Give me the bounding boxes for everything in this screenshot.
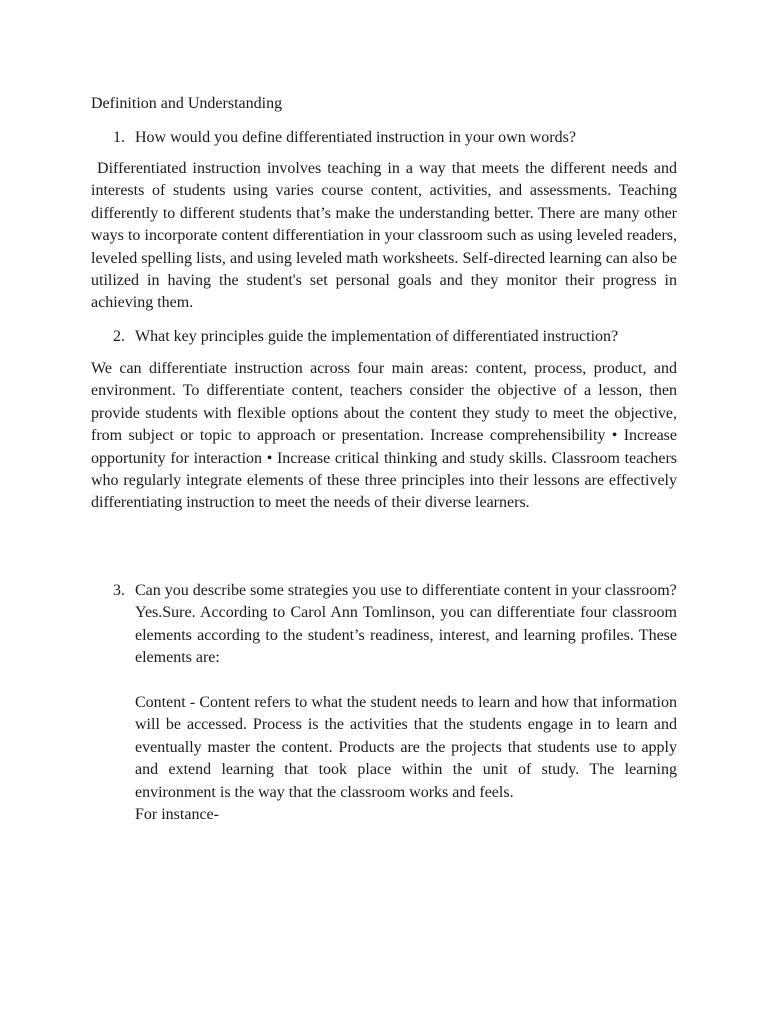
answer-3-closing: For instance- [135,806,219,824]
question-3-text: Can you describe some strategies you use to differentiate content in your classroom? [135,582,677,599]
question-2-text: What key principles guide the implementation of differentiated instruction? [135,328,619,345]
question-1-text: How would you define differentiated instruction in your own words? [135,129,576,146]
answer-3-detail: Content - Content refers to what the student needs to learn and how that information will be accessed. Process is the activities that the students engage in to learn and eventually master the content. Products are the projects that students use to apply and extend learning that took place within the unit of study. The learning environment is the way that the classroom works and feels. [135,694,677,801]
blank-line [135,670,677,692]
question-3-number: 3. [113,582,125,599]
answer-1: Differentiated instruction involves teaching in a way that meets the different needs and interests of students using varies course content, activities, and assessments. Teaching differently to different students that’s make the understanding better. There are many other ways to incorporate content differentiation in your classroom such as using leveled readers, leveled spelling lists, and using leveled math worksheets. Self-directed learning can also be utilized in having the student's set personal goals and they monitor their progress in achieving them. [91,160,682,312]
question-1 [113,127,576,149]
question-2 [113,326,618,348]
question-3-body [135,580,677,826]
answer-2: We can differentiate instruction across four main areas: content, process, product, and environment. To differentiate content, teachers consider the objective of a lesson, then provide students with flexible options about the content they study to meet the objective, from subject or topic to approach or presentation. Increase comprehensibility • Increase opportunity for interaction • Increase critical thinking and study skills. Classroom teachers who regularly integrate elements of these three principles into their lessons are effectively differentiating instruction to meet the needs of their diverse learners. [91,360,677,512]
question-3 [113,580,677,826]
answer-3-intro: Yes.Sure. According to Carol Ann Tomlinson, you can differentiate four classroom elements according to the student’s readiness, interest, and learning profiles. These elements are: [135,604,677,667]
section-heading: Definition and Understanding [91,95,283,112]
question-1-number: 1. [113,129,125,146]
question-2-number: 2. [113,328,125,345]
